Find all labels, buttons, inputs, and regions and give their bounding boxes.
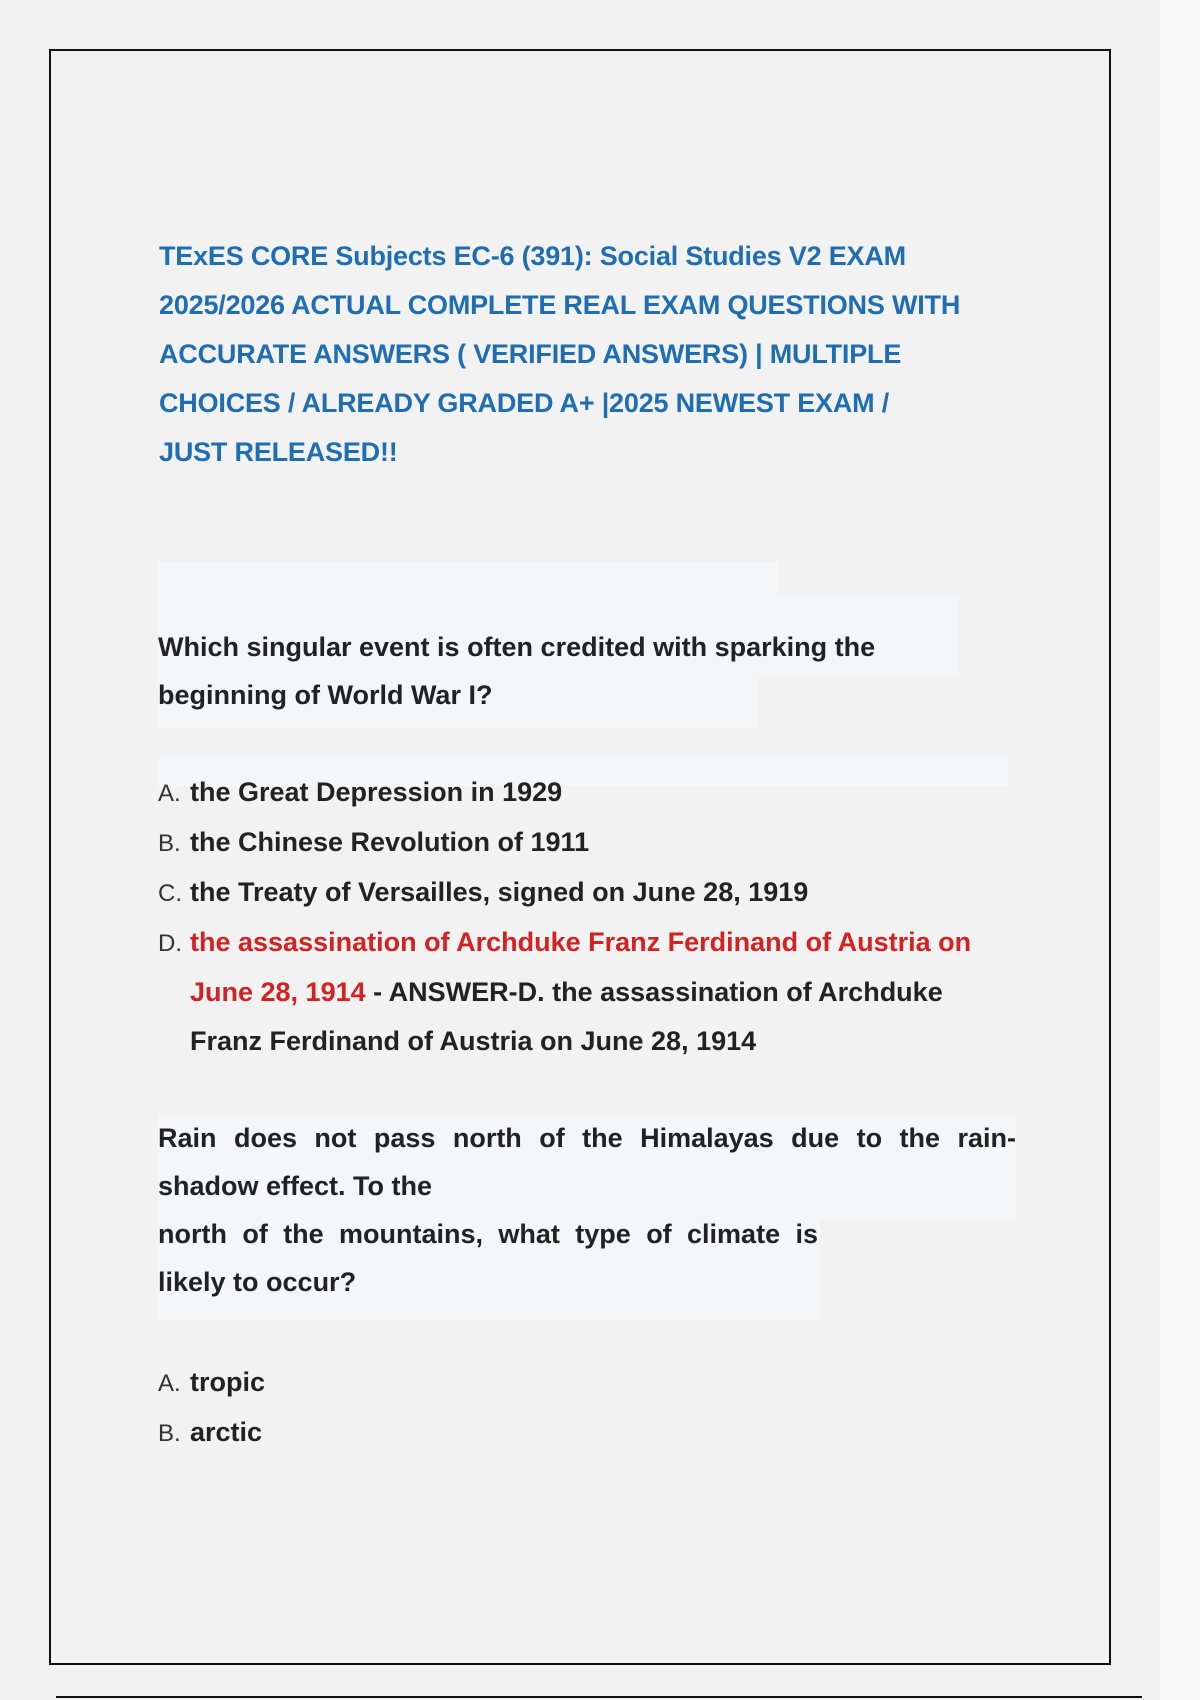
option-text: the Great Depression in 1929	[190, 777, 563, 807]
option-letter: C.	[158, 880, 182, 907]
question-stem-line	[158, 1114, 1016, 1162]
question-stem-line	[158, 1210, 818, 1258]
word: of	[539, 1123, 565, 1153]
correct-answer-text: June 28, 1914	[190, 977, 366, 1007]
answer-key: - ANSWER-D. the assassination of Archduke	[365, 977, 943, 1007]
question-stem-line: likely to occur?	[158, 1267, 357, 1297]
option-d-continuation	[158, 968, 971, 1017]
word: Rain	[158, 1123, 217, 1153]
answer-key: Franz Ferdinand of Austria on June 28, 1914	[190, 1026, 757, 1056]
word: of	[646, 1219, 672, 1249]
question-2-options	[158, 1358, 265, 1458]
text-highlight	[158, 562, 778, 596]
question-stem-line: shadow effect. To the	[158, 1171, 433, 1201]
option-d	[158, 918, 971, 1066]
word: rain-	[957, 1123, 1016, 1153]
question-stem-line: beginning of World War I?	[158, 680, 493, 710]
option-letter: A.	[158, 780, 181, 807]
option-letter: B.	[158, 1420, 181, 1447]
word: the	[582, 1123, 623, 1153]
title-line: JUST RELEASED!!	[159, 437, 398, 467]
word: not	[314, 1123, 357, 1153]
page-divider	[56, 1696, 1142, 1698]
option-text: the Chinese Revolution of 1911	[190, 827, 590, 857]
title-line: TExES CORE Subjects EC-6 (391): Social Studies V2 EXAM	[159, 241, 906, 271]
option-text: the Treaty of Versailles, signed on June 28, 1919	[190, 877, 809, 907]
word: mountains,	[339, 1219, 484, 1249]
option-b	[158, 818, 971, 868]
option-letter: B.	[158, 830, 181, 857]
option-text: tropic	[190, 1367, 266, 1397]
option-c	[158, 868, 971, 918]
word: what	[498, 1219, 560, 1249]
question-1-options	[158, 768, 971, 1066]
word: is	[795, 1219, 818, 1249]
question-1-stem	[158, 623, 875, 719]
title-line: 2025/2026 ACTUAL COMPLETE REAL EXAM QUESTIONS WITH	[159, 290, 961, 320]
option-letter: D.	[158, 930, 182, 957]
title-line: ACCURATE ANSWERS ( VERIFIED ANSWERS) | MULTIPLE	[159, 339, 902, 369]
word: due	[791, 1123, 840, 1153]
word: does	[233, 1123, 297, 1153]
question-stem-line: Which singular event is often credited with sparking the	[158, 632, 876, 662]
question-2-stem	[158, 1114, 1016, 1306]
document-title	[159, 232, 1039, 477]
option-b	[158, 1408, 265, 1458]
viewer-margin	[1160, 0, 1200, 1700]
title-line: CHOICES / ALREADY GRADED A+ |2025 NEWEST EXAM /	[159, 388, 890, 418]
word: climate	[687, 1219, 781, 1249]
word: to	[856, 1123, 883, 1153]
word: of	[242, 1219, 268, 1249]
word: the	[899, 1123, 941, 1153]
option-a	[158, 1358, 265, 1408]
word: the	[283, 1219, 324, 1249]
word: pass	[373, 1123, 436, 1153]
option-a	[158, 768, 971, 818]
option-letter: A.	[158, 1370, 181, 1397]
word: type	[575, 1219, 631, 1249]
word: Himalayas	[640, 1123, 774, 1153]
word: north	[452, 1123, 522, 1153]
word: north	[158, 1219, 227, 1249]
correct-answer-text: the assassination of Archduke Franz Ferdinand of Austria on	[190, 927, 972, 957]
option-text: arctic	[190, 1417, 263, 1447]
